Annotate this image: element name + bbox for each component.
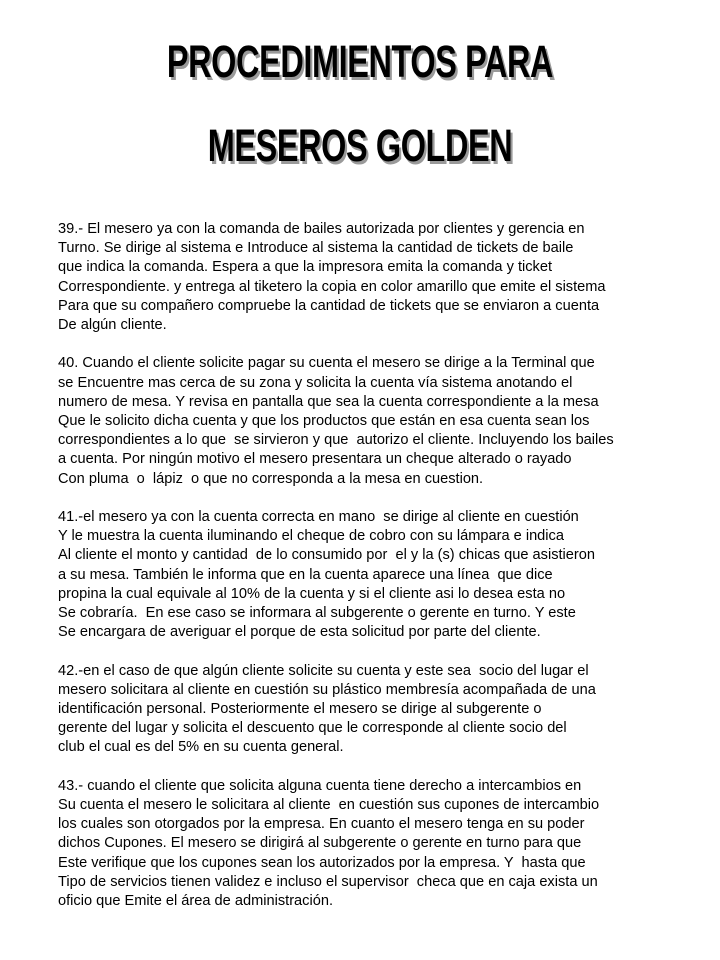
paragraph (58, 662, 698, 758)
paragraph-line: Se encargara de averiguar el porque de esta solicitud por parte del cliente. (58, 624, 541, 641)
document-body (58, 220, 698, 930)
paragraph-line: De algún cliente. (58, 317, 167, 334)
paragraph-line: Al cliente el monto y cantidad de lo consumido por el y la (s) chicas que asistieron (58, 547, 595, 564)
paragraph-line: Con pluma o lápiz o que no corresponda a la mesa en cuestion. (58, 470, 484, 487)
paragraph-line: oficio que Emite el área de administración. (58, 893, 333, 910)
paragraph-line: identificación personal. Posteriormente el mesero se dirige al subgerente o (58, 701, 542, 718)
paragraph-line: gerente del lugar y solicita el descuento que le corresponde al cliente socio del (58, 720, 567, 737)
paragraph-line: los cuales son otorgados por la empresa. En cuanto el mesero tenga en su poder (58, 816, 585, 833)
paragraph-line: 40. Cuando el cliente solicite pagar su cuenta el mesero se dirige a la Terminal que (58, 355, 595, 372)
paragraph-line: propina la cual equivale al 10% de la cuenta y si el cliente asi lo desea esta no (58, 585, 566, 602)
paragraph (58, 354, 698, 488)
title-line-2: MESEROS GOLDEN (207, 120, 513, 171)
paragraph (58, 508, 698, 642)
paragraph-line: Turno. Se dirige al sistema e Introduce al sistema la cantidad de tickets de baile (58, 240, 574, 257)
paragraph-line: a cuenta. Por ningún motivo el mesero presentara un cheque alterado o rayado (58, 451, 572, 468)
paragraph (58, 220, 698, 335)
paragraph-line: Correspondiente. y entrega al tiketero la copia en color amarillo que emite el sistema (58, 278, 606, 295)
paragraph-line: a su mesa. También le informa que en la cuenta aparece una línea que dice (58, 566, 553, 583)
paragraph-line: Se cobraría. En ese caso se informara al subgerente o gerente en turno. Y este (58, 605, 576, 622)
paragraph-line: correspondientes a lo que se sirvieron y que autorizo el cliente. Incluyendo los bailes (58, 432, 614, 449)
paragraph-line: Su cuenta el mesero le solicitara al cliente en cuestión sus cupones de intercambio (58, 797, 600, 814)
paragraph-line: numero de mesa. Y revisa en pantalla que sea la cuenta correspondiente a la mesa (58, 393, 599, 410)
paragraph-line: 42.-en el caso de que algún cliente solicite su cuenta y este sea socio del lugar el (58, 662, 589, 679)
paragraph-line: se Encuentre mas cerca de su zona y solicita la cuenta vía sistema anotando el (58, 374, 573, 391)
paragraph-line: Para que su compañero compruebe la cantidad de tickets que se enviaron a cuenta (58, 297, 600, 314)
paragraph-line: dichos Cupones. El mesero se dirigirá al subgerente o gerente en turno para que (58, 835, 582, 852)
paragraph-line: que indica la comanda. Espera a que la impresora emita la comanda y ticket (58, 259, 553, 276)
title-line-1: PROCEDIMIENTOS PARA (166, 36, 554, 87)
paragraph (58, 777, 698, 911)
paragraph-line: mesero solicitara al cliente en cuestión su plástico membresía acompañada de una (58, 681, 596, 698)
paragraph-line: Y le muestra la cuenta iluminando el cheque de cobro con su lámpara e indica (58, 528, 564, 545)
paragraph-line: 43.- cuando el cliente que solicita alguna cuenta tiene derecho a intercambios en (58, 777, 582, 794)
paragraph-line: club el cual es del 5% en su cuenta general. (58, 739, 344, 756)
paragraph-line: Que le solicito dicha cuenta y que los productos que están en esa cuenta sean los (58, 413, 590, 430)
paragraph-line: 41.-el mesero ya con la cuenta correcta en mano se dirige al cliente en cuestión (58, 509, 579, 526)
paragraph-line: 39.- El mesero ya con la comanda de bailes autorizada por clientes y gerencia en (58, 221, 585, 237)
paragraph-line: Este verifique que los cupones sean los autorizados por la empresa. Y hasta que (58, 854, 586, 871)
paragraph-line: Tipo de servicios tienen validez e incluso el supervisor checa que en caja exista un (58, 873, 598, 890)
